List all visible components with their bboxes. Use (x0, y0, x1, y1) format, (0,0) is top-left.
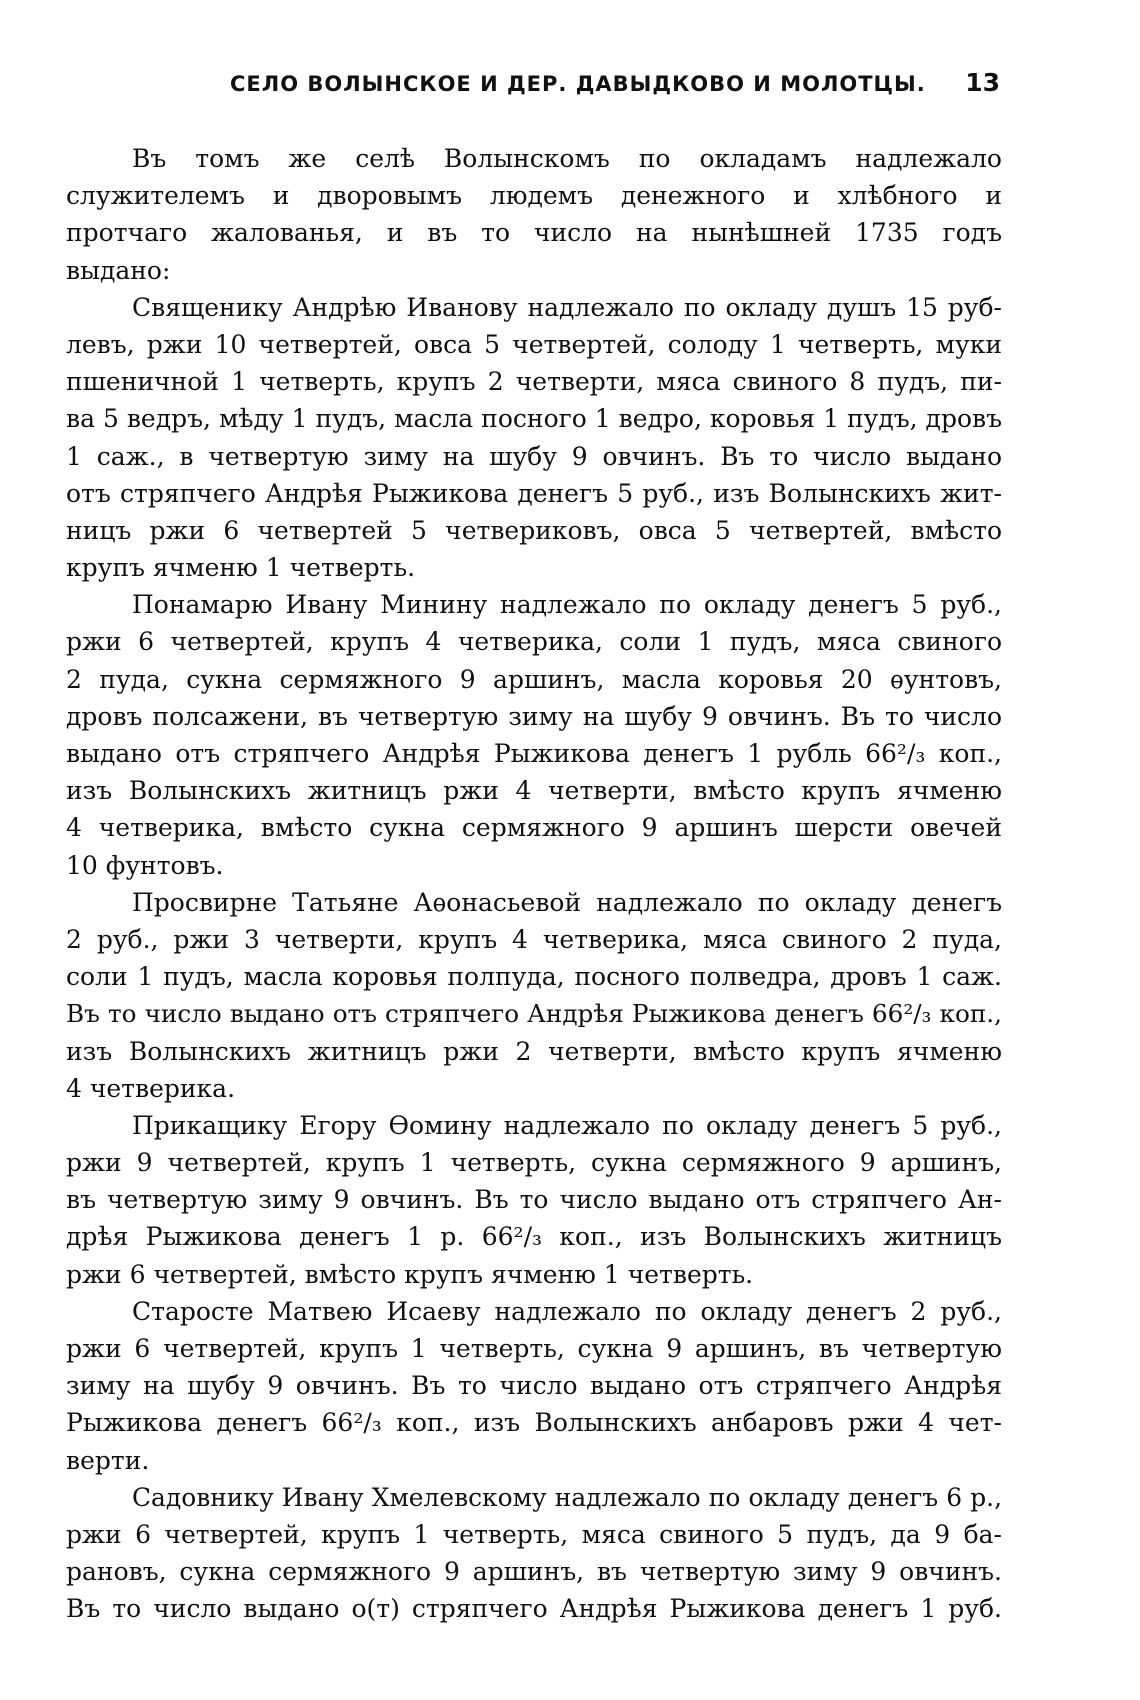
text-line: пшеничной 1 четверть, крупъ 2 четверти, мяса свиного 8 пудъ, пи- (66, 367, 1002, 397)
text-line: 4 четверика. (66, 1073, 236, 1103)
text-line: верти. (66, 1445, 150, 1475)
text-line: служителемъ и дворовымъ людемъ денежного и хлѣбного и (66, 181, 1002, 211)
text-line: изъ Волынскихъ житницъ ржи 2 четверти, вмѣсто крупъ ячменю (66, 1036, 1002, 1066)
paragraph (66, 1107, 1002, 1293)
text-line: левъ, ржи 10 четвертей, овса 5 четвертей, солоду 1 четверть, муки (66, 329, 1002, 359)
text-line: Садовнику Ивану Хмелевскому надлежало по окладу денегъ 6 р., (132, 1482, 1002, 1512)
text-line: ва 5 ведръ, мѣду 1 пудъ, масла посного 1 ведро, коровья 1 пудъ, дровъ (66, 404, 1002, 434)
paragraph (66, 586, 1002, 884)
text-line: въ четвертую зиму 9 овчинъ. Въ то число выдано отъ стряпчего Ан- (66, 1185, 1002, 1215)
text-line: 1 саж., в четвертую зиму на шубу 9 овчинъ. Въ то число выдано (66, 441, 1002, 471)
text-line: ржи 6 четвертей, крупъ 1 четверть, сукна 9 аршинъ, въ четвертую (66, 1334, 1002, 1363)
text-line: выдано: (66, 255, 171, 285)
text-line: ржи 9 четвертей, крупъ 1 четверть, сукна сермяжного 9 аршинъ, (66, 1148, 1002, 1178)
text-line: Въ то число выдано отъ стряпчего Андрѣя Рыжикова денегъ 66²/₃ коп., (66, 999, 1002, 1029)
text-line: 4 четверика, вмѣсто сукна сермяжного 9 аршинъ шерсти овечей (66, 813, 1002, 843)
text-line: Просвирне Татьяне Аѳонасьевой надлежало по окладу денегъ (132, 887, 1002, 917)
text-line: отъ стряпчего Андрѣя Рыжикова денегъ 5 руб., изъ Волынскихъ жит- (66, 478, 1002, 508)
text-line: дрѣя Рыжикова денегъ 1 р. 66²/₃ коп., изъ Волынскихъ житницъ (66, 1222, 1002, 1252)
text-line: рановъ, сукна сермяжного 9 аршинъ, въ четвертую зиму 9 овчинъ. (66, 1557, 1002, 1587)
text-line: зиму на шубу 9 овчинъ. Въ то число выдано отъ стряпчего Андрѣя (66, 1371, 1002, 1401)
paragraph (66, 884, 1002, 1107)
text-line: дровъ полсажени, въ четвертую зиму на шубу 9 овчинъ. Въ то число (66, 701, 1002, 731)
paragraph (66, 1479, 1002, 1628)
text-line: Рыжикова денегъ 66²/₃ коп., изъ Волынскихъ анбаровъ ржи 4 чет- (66, 1408, 1002, 1438)
text-line: выдано отъ стряпчего Андрѣя Рыжикова денегъ 1 рубль 66²/₃ коп., (66, 739, 1002, 768)
text-line: Въ то число выдано о(т) стряпчего Андрѣя Рыжикова денегъ 1 руб. (66, 1594, 1002, 1624)
text-line: Понамарю Ивану Минину надлежало по окладу денегъ 5 руб., (132, 590, 1002, 620)
text-line: ницъ ржи 6 четвертей 5 четвериковъ, овса 5 четвертей, вмѣсто (66, 515, 1002, 545)
paragraph (66, 289, 1002, 587)
page-number: 13 (965, 68, 1000, 97)
text-line: 10 фунтовъ. (66, 850, 224, 880)
text-line: ржи 6 четвертей, крупъ 1 четверть, мяса свиного 5 пудъ, да 9 ба- (66, 1519, 1002, 1549)
text-line: Въ томъ же селѣ Волынскомъ по окладамъ надлежало (132, 144, 1002, 173)
running-head-title: СЕЛО ВОЛЫНСКОЕ И ДЕР. ДАВЫДКОВО И МОЛОТЦЫ. (230, 72, 926, 96)
text-line: протчаго жалованья, и въ то число на нынѣшней 1735 годъ (66, 218, 1002, 248)
text-line: соли 1 пудъ, масла коровья полпуда, посного полведра, дровъ 1 саж. (66, 962, 1002, 992)
text-line: Старосте Матвею Исаеву надлежало по окладу денегъ 2 руб., (132, 1296, 1002, 1326)
text-line: Священику Андрѣю Иванову надлежало по окладу душъ 15 руб- (132, 292, 1002, 322)
text-line: ржи 6 четвертей, вмѣсто крупъ ячменю 1 четверть. (66, 1259, 754, 1289)
text-line: изъ Волынскихъ житницъ ржи 4 четверти, вмѣсто крупъ ячменю (66, 776, 1002, 806)
paragraph (66, 140, 1002, 289)
text-line: ржи 6 четвертей, крупъ 4 четверика, соли 1 пудъ, мяса свиного (66, 627, 1002, 657)
text-line: крупъ ячменю 1 четверть. (66, 553, 416, 583)
text-line: 2 пуда, сукна сермяжного 9 аршинъ, масла коровья 20 ѳунтовъ, (66, 664, 1002, 694)
text-line: Прикащику Егору Ѳомину надлежало по окладу денегъ 5 руб., (132, 1110, 1002, 1140)
body-text (66, 140, 1002, 1628)
paragraph (66, 1293, 1002, 1479)
text-line: 2 руб., ржи 3 четверти, крупъ 4 четверика, мяса свиного 2 пуда, (66, 924, 1002, 954)
